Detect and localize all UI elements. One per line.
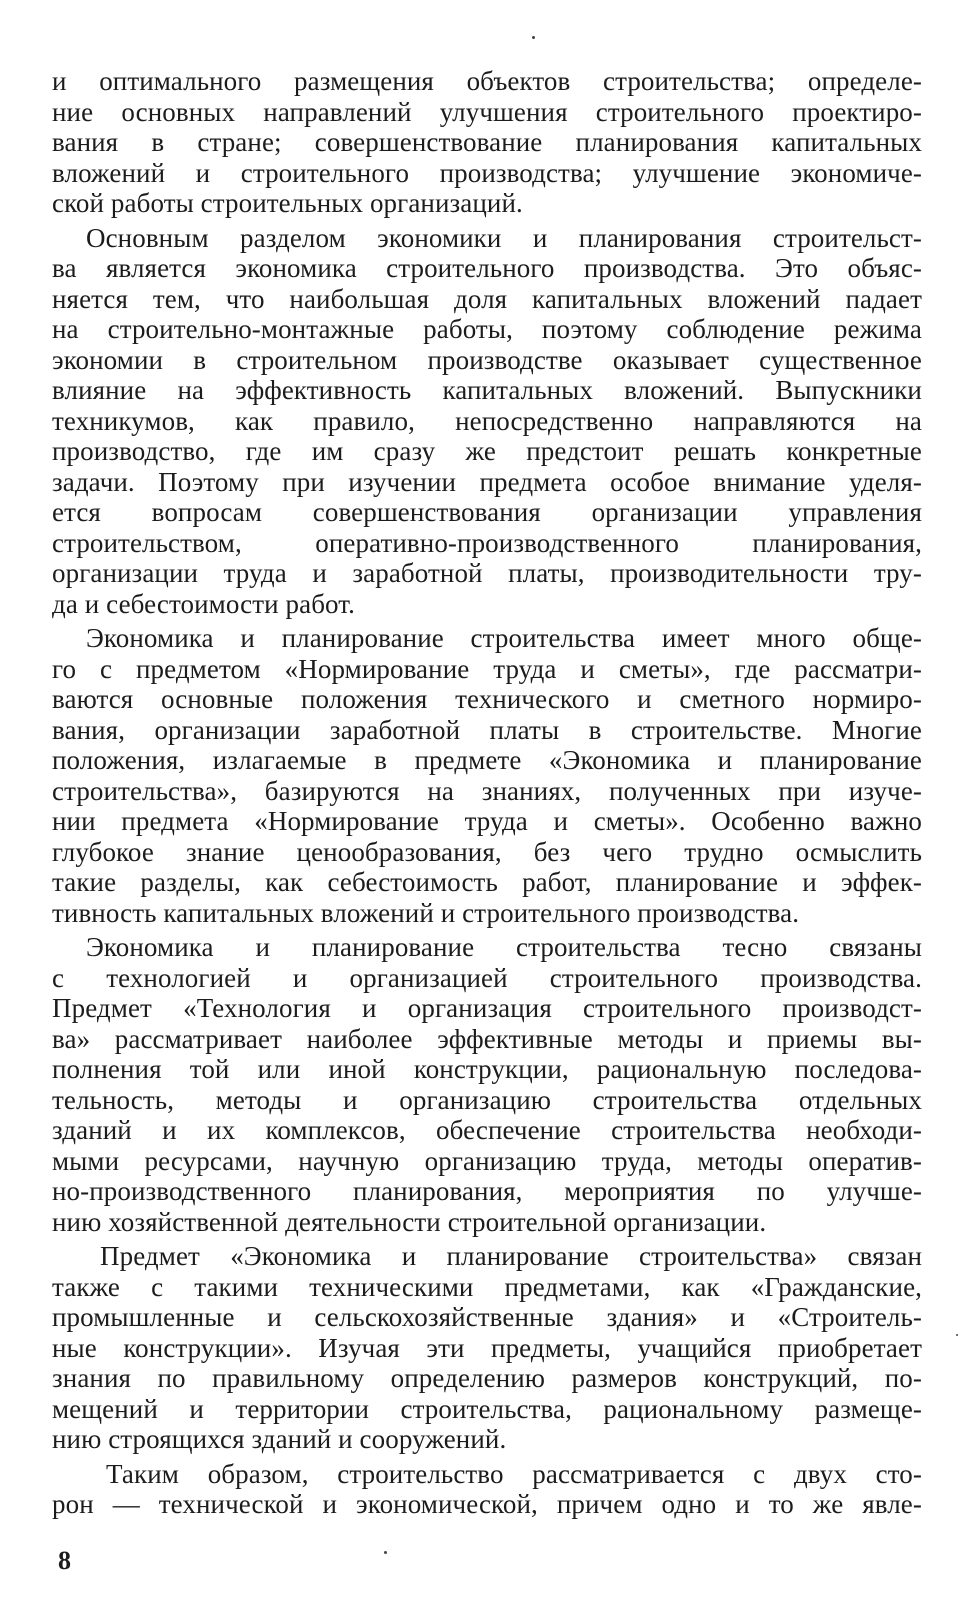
text-line: с технологией и организацией строительного производства. (52, 962, 922, 993)
paragraph-4 (52, 932, 922, 1237)
paragraph-2 (52, 223, 922, 620)
text-line: но-производственного планирования, мероприятия по улучше- (52, 1176, 922, 1206)
text-line: ваются основные положения технического и сметного нормиро- (52, 684, 922, 714)
text-line: мыми ресурсами, научную организацию труда, методы оператив- (52, 1145, 922, 1176)
text-line: глубокое знание ценообразования, без чего трудно осмыслить (52, 836, 922, 867)
text-line: экономии в строительном производстве оказывает существенное (52, 344, 922, 375)
text-line: Предмет «Технология и организация строительного производст- (52, 993, 922, 1023)
scan-speck (384, 1551, 387, 1554)
text-line: производство, где им сразу же предстоит решать конкретные (52, 436, 922, 466)
text-line: знания по правильному определению размеров конструкций, по- (52, 1363, 922, 1393)
scan-speck (956, 1334, 958, 1336)
paragraph-3 (52, 623, 922, 928)
text-line: Экономика и планирование строительства тесно связаны (86, 932, 922, 962)
text-line: задачи. Поэтому при изучении предмета особое внимание уделя- (52, 466, 922, 497)
text-line: мещений и территории строительства, рациональному размеще- (52, 1393, 922, 1424)
paragraph-6 (52, 1459, 922, 1520)
text-line: вания, организации заработной платы в строительстве. Многие (52, 714, 922, 745)
paragraph-5 (52, 1241, 922, 1455)
text-line: на строительно-монтажные работы, поэтому соблюдение режима (52, 314, 922, 344)
text-line: такие разделы, как себестоимость работ, планирование и эффек- (52, 867, 922, 897)
text-line: вания в стране; совершенствование планирования капитальных (52, 127, 922, 157)
text-line: няется тем, что наибольшая доля капитальных вложений падает (52, 283, 922, 314)
text-line: организации труда и заработной платы, производительности тру- (52, 558, 922, 588)
text-line: и оптимального размещения объектов строительства; определе- (52, 66, 922, 96)
text-line: ской работы строительных организаций. (52, 188, 523, 218)
text-line: зданий и их комплексов, обеспечение строительства необходи- (52, 1115, 922, 1145)
text-line: Таким образом, строительство рассматривается с двух сто- (106, 1458, 922, 1489)
text-line: вложений и строительного производства; улучшение экономиче- (52, 157, 922, 188)
text-line: рон — технической и экономической, причем одно и то же явле- (52, 1489, 922, 1519)
text-line: го с предметом «Нормирование труда и сметы», где рассматри- (52, 653, 922, 684)
text-line: ные конструкции». Изучая эти предметы, учащийся приобретает (52, 1332, 922, 1363)
text-line: также с такими техническими предметами, как «Гражданские, (52, 1271, 922, 1302)
text-line: тивность капитальных вложений и строительного производства. (52, 897, 800, 928)
text-line: ется вопросам совершенствования организации управления (52, 497, 922, 527)
text-line: промышленные и сельскохозяйственные здания» и «Строитель- (52, 1302, 922, 1332)
text-line: Экономика и планирование строительства имеет много обще- (86, 623, 922, 653)
text-line: техникумов, как правило, непосредственно направляются на (52, 405, 922, 436)
page-number: 8 (58, 1546, 71, 1575)
text-line: влияние на эффективность капитальных вложений. Выпускники (52, 375, 922, 405)
text-line: строительства», базируются на знаниях, полученных при изуче- (52, 775, 922, 806)
scan-speck (532, 36, 535, 39)
paragraph-1 (52, 66, 922, 219)
text-line: строительством, оперативно-производственного планирования, (52, 527, 922, 558)
text-line: Основным разделом экономики и планирования строительст- (86, 222, 922, 253)
text-line: положения, излагаемые в предмете «Экономика и планирование (52, 745, 922, 775)
text-line: тельность, методы и организацию строительства отдельных (52, 1084, 922, 1115)
text-line: нию строящихся зданий и сооружений. (52, 1424, 507, 1454)
text-line: ва» рассматривает наиболее эффективные методы и приемы вы- (52, 1023, 922, 1054)
text-line: полнения той или иной конструкции, рациональную последова- (52, 1054, 922, 1084)
text-line: да и себестоимости работ. (52, 588, 356, 619)
text-line: ва является экономика строительного производства. Это объяс- (52, 253, 922, 283)
text-line: нию хозяйственной деятельности строительной организации. (52, 1206, 767, 1237)
text-line: Предмет «Экономика и планирование строительства» связан (100, 1241, 922, 1271)
text-line: ние основных направлений улучшения строительного проектиро- (52, 96, 922, 127)
text-line: нии предмета «Нормирование труда и сметы». Особенно важно (52, 806, 922, 836)
body-text (52, 66, 922, 1524)
